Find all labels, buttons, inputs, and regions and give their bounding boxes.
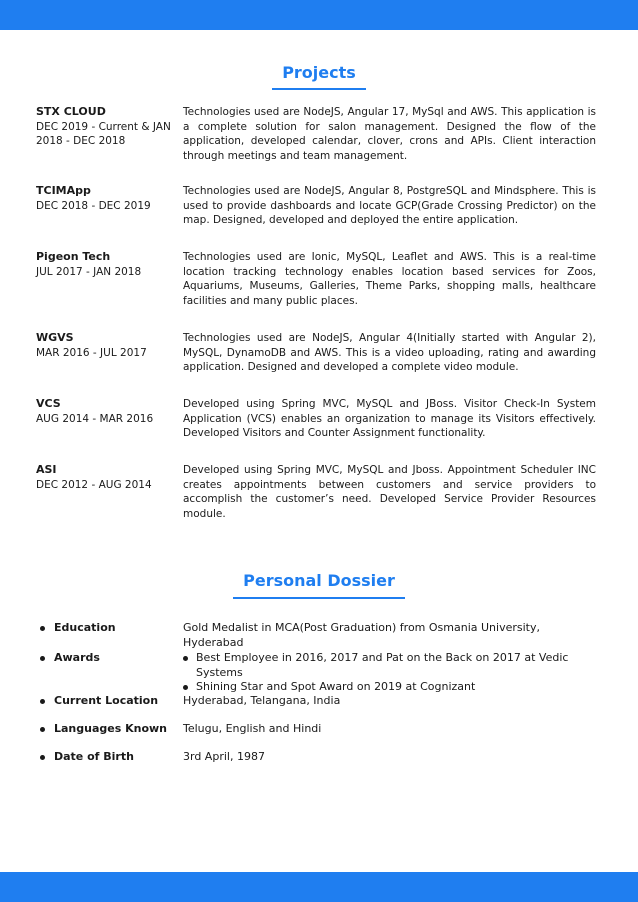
dossier-value: Gold Medalist in MCA(Post Graduation) from Osmania University, Hyderabad bbox=[183, 621, 540, 649]
dossier-value: Telugu, English and Hindi bbox=[183, 722, 322, 735]
dossier-label: Current Location bbox=[54, 694, 159, 707]
project-dates: AUG 2014 - MAR 2016 bbox=[36, 412, 154, 425]
bullet-icon bbox=[40, 755, 45, 760]
dossier-value: 3rd April, 1987 bbox=[183, 750, 265, 763]
dossier-label: Education bbox=[54, 621, 116, 634]
dossier-value: Hyderabad, Telangana, India bbox=[183, 694, 341, 707]
list-item bbox=[177, 651, 592, 680]
dossier-heading: Personal Dossier bbox=[243, 571, 395, 590]
project-description: Developed using Spring MVC, MySQL and JBoss. Visitor Check-In System Application (VCS) enables an organization to manage its Visitors effectively. Developed Visitors and Counter Assignment functionality. bbox=[183, 398, 596, 440]
project-description: Technologies used are Ionic, MySQL, Leaflet and AWS. This is a real-time location tracking technology enables location based services for Zoos, Aquariums, Museums, Galleries, Theme Parks, shopping malls, healthcare facilities and many public places. bbox=[183, 251, 596, 307]
bullet-icon bbox=[183, 685, 188, 690]
awards-list bbox=[177, 651, 592, 695]
bullet-icon bbox=[40, 656, 45, 661]
top-accent-band bbox=[0, 0, 638, 30]
project-description: Technologies used are NodeJS, Angular 8, PostgreSQL and Mindsphere. This is used to provide dashboards and locate GCP(Grade Crossing Predictor) on the map. Designed, developed and deployed the entire application. bbox=[183, 185, 596, 227]
bullet-icon bbox=[40, 699, 45, 704]
bullet-icon bbox=[183, 656, 188, 661]
bullet-icon bbox=[40, 727, 45, 732]
project-dates: JUL 2017 - JAN 2018 bbox=[36, 265, 142, 278]
bottom-accent-band bbox=[0, 872, 638, 902]
project-dates: MAR 2016 - JUL 2017 bbox=[36, 346, 147, 359]
dossier-label: Languages Known bbox=[54, 722, 168, 735]
dossier-label: Awards bbox=[54, 651, 100, 664]
bullet-icon bbox=[40, 626, 45, 631]
project-name: TCIMApp bbox=[36, 184, 91, 197]
project-name: VCS bbox=[36, 397, 61, 410]
project-name: ASI bbox=[36, 463, 57, 476]
project-description: Technologies used are NodeJS, Angular 17, MySql and AWS. This application is a complete solution for salon management. Designed the flow of the application, developed calendar, clover, crons and APIs. Client interaction through meetings and team management. bbox=[183, 106, 596, 162]
projects-heading: Projects bbox=[282, 63, 356, 82]
project-description: Technologies used are NodeJS, Angular 4(Initially started with Angular 2), MySQL, DynamoDB and AWS. This is a video uploading, rating and awarding application. Designed and developed a complete video module. bbox=[183, 332, 596, 374]
award-text: Shining Star and Spot Award on 2019 at Cognizant bbox=[196, 680, 476, 693]
list-item bbox=[177, 680, 592, 695]
project-dates: DEC 2018 - DEC 2019 bbox=[36, 199, 151, 212]
project-dates: DEC 2012 - AUG 2014 bbox=[36, 478, 152, 491]
project-name: WGVS bbox=[36, 331, 74, 344]
projects-heading-underline bbox=[272, 88, 366, 90]
award-text: Best Employee in 2016, 2017 and Pat on the Back on 2017 at Vedic Systems bbox=[196, 651, 569, 679]
project-description: Developed using Spring MVC, MySQL and Jboss. Appointment Scheduler INC creates appointments between customers and service providers to accomplish the customer’s need. Developed Service Provider Resources module. bbox=[183, 464, 596, 520]
project-name: STX CLOUD bbox=[36, 105, 106, 118]
project-dates: DEC 2019 - Current & JAN 2018 - DEC 2018 bbox=[36, 120, 171, 147]
dossier-heading-underline bbox=[233, 597, 405, 599]
project-name: Pigeon Tech bbox=[36, 250, 111, 263]
dossier-label: Date of Birth bbox=[54, 750, 134, 763]
